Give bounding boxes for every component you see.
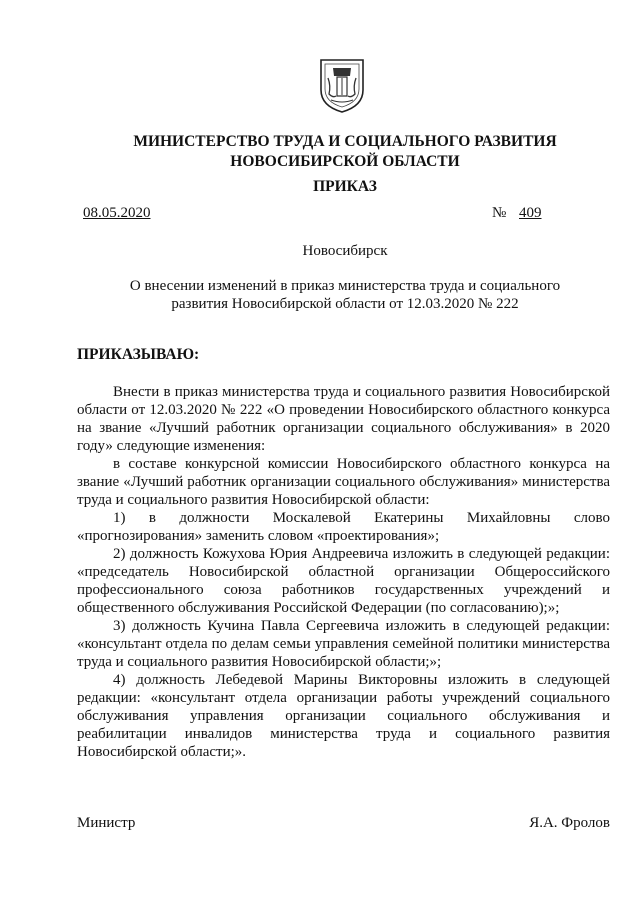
paragraph: 2) должность Кожухова Юрия Андреевича изложить в следующей редакции: «председатель Новосибирской областной организации Общероссийского профессионального союза работников государственных учреждений и общественного обслуживания Российской Федерации (по согласованию);»; bbox=[77, 546, 610, 616]
decree-word: ПРИКАЗЫВАЮ: bbox=[77, 346, 200, 363]
signatory-name: Я.А. Фролов bbox=[529, 815, 610, 831]
city: Новосибирск bbox=[302, 243, 388, 259]
ministry-line-2: НОВОСИБИРСКОЙ ОБЛАСТИ bbox=[230, 153, 460, 170]
paragraph: в составе конкурсной комиссии Новосибирского областного конкурса на звание «Лучший работник организации социального обслуживания» министерства труда и социального развития Новосибирской области: bbox=[77, 456, 610, 508]
ministry-name bbox=[0, 132, 640, 172]
paragraph: 1) в должности Москалевой Екатерины Михайловны слово «прогнозирования» заменить словом «проектирования»; bbox=[77, 510, 610, 544]
document-type: ПРИКАЗ bbox=[313, 178, 377, 195]
order-body bbox=[77, 383, 610, 761]
subject-line-1: О внесении изменений в приказ министерства труда и социального bbox=[129, 278, 561, 294]
paragraph: Внести в приказ министерства труда и социального развития Новосибирской области от 12.03.2020 № 222 «О проведении Новосибирского областного конкурса на звание «Лучший работник организации социального обслуживания» в 2020 году» следующие изменения: bbox=[77, 384, 610, 454]
order-number: 409 bbox=[519, 205, 542, 221]
subject-line-2: развития Новосибирской области от 12.03.2020 № 222 bbox=[171, 296, 519, 312]
order-date: 08.05.2020 bbox=[83, 205, 151, 221]
order-subject bbox=[0, 277, 640, 313]
coat-of-arms-emblem bbox=[317, 56, 367, 114]
paragraph: 4) должность Лебедевой Марины Викторовны изложить в следующей редакции: «консультант отдела организации работы учреждений социального обслуживания управления организации социального обслуживания и реабилитации инвалидов министерства труда и социального развития Новосибирской области;». bbox=[77, 672, 610, 760]
ministry-line-1: МИНИСТЕРСТВО ТРУДА И СОЦИАЛЬНОГО РАЗВИТИЯ bbox=[133, 133, 557, 150]
signatory-title: Министр bbox=[77, 815, 136, 831]
number-label: № bbox=[492, 205, 507, 221]
paragraph: 3) должность Кучина Павла Сергеевича изложить в следующей редакции: «консультант отдела по делам семьи управления семейной политики министерства труда и социального развития Новосибирской области;»; bbox=[77, 618, 610, 670]
